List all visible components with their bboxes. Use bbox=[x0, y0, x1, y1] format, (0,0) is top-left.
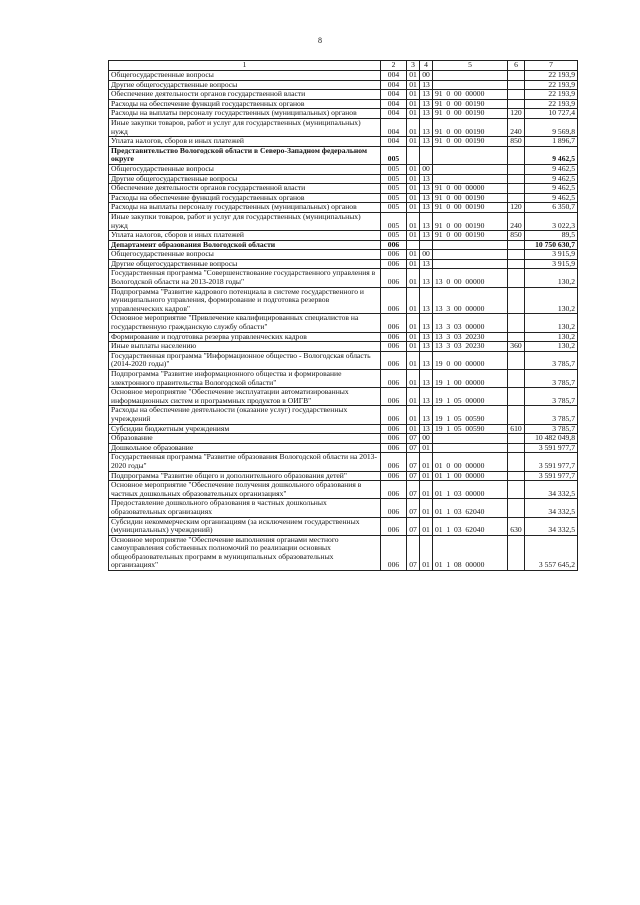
subsection-code: 13 bbox=[420, 109, 433, 119]
expense-type-code bbox=[508, 351, 525, 369]
subsection-code: 01 bbox=[420, 481, 433, 499]
target-article-code: 13 3 03 20230 bbox=[433, 342, 508, 352]
expense-type-code: 240 bbox=[508, 212, 525, 230]
table-row bbox=[109, 499, 578, 517]
subsection-code: 01 bbox=[420, 517, 433, 535]
ministry-code: 006 bbox=[381, 351, 407, 369]
target-article-code bbox=[433, 259, 508, 269]
col-header-6: 6 bbox=[508, 61, 525, 71]
section-code: 01 bbox=[407, 351, 420, 369]
target-article-code bbox=[433, 174, 508, 184]
amount: 3 557 645,2 bbox=[525, 535, 578, 570]
subsection-code: 00 bbox=[420, 250, 433, 260]
table-row bbox=[109, 351, 578, 369]
expense-type-code bbox=[508, 71, 525, 81]
ministry-code: 005 bbox=[381, 212, 407, 230]
section-code: 01 bbox=[407, 342, 420, 352]
expense-type-code bbox=[508, 99, 525, 109]
ministry-code: 006 bbox=[381, 250, 407, 260]
row-description: Расходы на выплаты персоналу государственных (муниципальных) органов bbox=[109, 109, 381, 119]
subsection-code: 13 bbox=[420, 90, 433, 100]
table-row bbox=[109, 193, 578, 203]
row-description: Иные выплаты населению bbox=[109, 342, 381, 352]
amount: 34 332,5 bbox=[525, 499, 578, 517]
ministry-code: 006 bbox=[381, 453, 407, 471]
subsection-code: 13 bbox=[420, 118, 433, 136]
ministry-code: 006 bbox=[381, 406, 407, 424]
subsection-code: 13 bbox=[420, 424, 433, 434]
ministry-code: 005 bbox=[381, 164, 407, 174]
amount: 9 462,5 bbox=[525, 164, 578, 174]
table-row bbox=[109, 240, 578, 250]
table-row bbox=[109, 212, 578, 230]
amount: 3 785,7 bbox=[525, 370, 578, 388]
row-description: Другие общегосударственные вопросы bbox=[109, 80, 381, 90]
expense-type-code bbox=[508, 174, 525, 184]
table-row bbox=[109, 332, 578, 342]
target-article-code: 19 1 05 00590 bbox=[433, 424, 508, 434]
ministry-code: 005 bbox=[381, 203, 407, 213]
section-code: 01 bbox=[407, 287, 420, 314]
amount: 22 193,9 bbox=[525, 99, 578, 109]
amount: 10 727,4 bbox=[525, 109, 578, 119]
amount: 3 915,9 bbox=[525, 250, 578, 260]
section-code: 01 bbox=[407, 99, 420, 109]
ministry-code: 004 bbox=[381, 109, 407, 119]
section-code: 07 bbox=[407, 517, 420, 535]
amount: 130,2 bbox=[525, 342, 578, 352]
ministry-code: 006 bbox=[381, 287, 407, 314]
subsection-code: 13 bbox=[420, 231, 433, 241]
target-article-code: 19 1 00 00000 bbox=[433, 370, 508, 388]
amount: 3 591 977,7 bbox=[525, 443, 578, 453]
expense-type-code bbox=[508, 240, 525, 250]
ministry-code: 005 bbox=[381, 193, 407, 203]
row-description: Государственная программа "Информационное общество - Вологодская область (2014-2020 годы)" bbox=[109, 351, 381, 369]
section-code: 01 bbox=[407, 203, 420, 213]
subsection-code: 13 bbox=[420, 259, 433, 269]
row-description: Государственная программа "Развитие образования Вологодской области на 2013-2020 годы" bbox=[109, 453, 381, 471]
expense-type-code bbox=[508, 481, 525, 499]
section-code bbox=[407, 146, 420, 164]
target-article-code: 91 0 00 00190 bbox=[433, 212, 508, 230]
subsection-code: 13 bbox=[420, 212, 433, 230]
expense-type-code bbox=[508, 535, 525, 570]
amount: 3 785,7 bbox=[525, 424, 578, 434]
expense-type-code: 120 bbox=[508, 203, 525, 213]
row-description: Основное мероприятие "Обеспечение эксплуатации автоматизированных информационных систем и программных продуктов в ОИГВ" bbox=[109, 388, 381, 406]
table-row bbox=[109, 137, 578, 147]
expense-type-code bbox=[508, 184, 525, 194]
row-description: Обеспечение деятельности органов государственной власти bbox=[109, 90, 381, 100]
target-article-code bbox=[433, 146, 508, 164]
ministry-code: 006 bbox=[381, 443, 407, 453]
amount: 10 750 630,7 bbox=[525, 240, 578, 250]
ministry-code: 006 bbox=[381, 240, 407, 250]
section-code: 01 bbox=[407, 212, 420, 230]
table-row bbox=[109, 370, 578, 388]
table-row bbox=[109, 259, 578, 269]
table-row bbox=[109, 71, 578, 81]
table-row bbox=[109, 517, 578, 535]
section-code: 07 bbox=[407, 481, 420, 499]
section-code: 01 bbox=[407, 406, 420, 424]
row-description: Подпрограмма "Развитие общего и дополнительного образования детей" bbox=[109, 471, 381, 481]
table-row bbox=[109, 535, 578, 570]
expense-type-code bbox=[508, 259, 525, 269]
amount: 9 462,5 bbox=[525, 146, 578, 164]
section-code: 01 bbox=[407, 71, 420, 81]
expense-type-code bbox=[508, 499, 525, 517]
subsection-code: 00 bbox=[420, 164, 433, 174]
col-header-5: 5 bbox=[433, 61, 508, 71]
target-article-code: 13 3 00 00000 bbox=[433, 287, 508, 314]
subsection-code: 13 bbox=[420, 351, 433, 369]
section-code: 01 bbox=[407, 80, 420, 90]
expense-type-code bbox=[508, 434, 525, 444]
row-description: Общегосударственные вопросы bbox=[109, 71, 381, 81]
subsection-code: 13 bbox=[420, 370, 433, 388]
row-description: Дошкольное образование bbox=[109, 443, 381, 453]
subsection-code: 01 bbox=[420, 471, 433, 481]
target-article-code bbox=[433, 250, 508, 260]
row-description: Субсидии бюджетным учреждениям bbox=[109, 424, 381, 434]
ministry-code: 006 bbox=[381, 434, 407, 444]
expense-type-code: 240 bbox=[508, 118, 525, 136]
section-code: 01 bbox=[407, 193, 420, 203]
row-description: Расходы на обеспечение функций государственных органов bbox=[109, 193, 381, 203]
section-code: 07 bbox=[407, 535, 420, 570]
subsection-code: 01 bbox=[420, 499, 433, 517]
amount: 3 785,7 bbox=[525, 406, 578, 424]
ministry-code: 006 bbox=[381, 388, 407, 406]
subsection-code: 13 bbox=[420, 388, 433, 406]
ministry-code: 004 bbox=[381, 99, 407, 109]
expense-type-code bbox=[508, 453, 525, 471]
ministry-code: 005 bbox=[381, 184, 407, 194]
expense-type-code bbox=[508, 146, 525, 164]
amount: 22 193,9 bbox=[525, 71, 578, 81]
target-article-code: 13 3 03 00000 bbox=[433, 314, 508, 332]
ministry-code: 004 bbox=[381, 137, 407, 147]
amount: 9 462,5 bbox=[525, 193, 578, 203]
expense-type-code bbox=[508, 287, 525, 314]
target-article-code bbox=[433, 164, 508, 174]
ministry-code: 006 bbox=[381, 535, 407, 570]
table-row bbox=[109, 314, 578, 332]
row-description: Уплата налогов, сборов и иных платежей bbox=[109, 231, 381, 241]
section-code bbox=[407, 240, 420, 250]
ministry-code: 006 bbox=[381, 517, 407, 535]
ministry-code: 006 bbox=[381, 332, 407, 342]
section-code: 07 bbox=[407, 471, 420, 481]
target-article-code bbox=[433, 80, 508, 90]
row-description: Предоставление дошкольного образования в частных дошкольных образовательных организациях bbox=[109, 499, 381, 517]
table-row bbox=[109, 481, 578, 499]
amount: 9 462,5 bbox=[525, 184, 578, 194]
target-article-code bbox=[433, 240, 508, 250]
target-article-code: 19 0 00 00000 bbox=[433, 351, 508, 369]
row-description: Субсидии некоммерческим организациям (за исключением государственных (муниципальных) учреждений) bbox=[109, 517, 381, 535]
section-code: 07 bbox=[407, 453, 420, 471]
row-description: Образование bbox=[109, 434, 381, 444]
row-description: Основное мероприятие "Обеспечение получения дошкольного образования в частных дошкольных образовательных организациях" bbox=[109, 481, 381, 499]
amount: 130,2 bbox=[525, 314, 578, 332]
col-header-1: 1 bbox=[109, 61, 381, 71]
amount: 130,2 bbox=[525, 287, 578, 314]
row-description: Другие общегосударственные вопросы bbox=[109, 259, 381, 269]
ministry-code: 006 bbox=[381, 370, 407, 388]
section-code: 01 bbox=[407, 109, 420, 119]
ministry-code: 005 bbox=[381, 174, 407, 184]
subsection-code: 13 bbox=[420, 342, 433, 352]
amount: 9 462,5 bbox=[525, 174, 578, 184]
section-code: 01 bbox=[407, 90, 420, 100]
section-code: 07 bbox=[407, 443, 420, 453]
amount: 3 591 977,7 bbox=[525, 453, 578, 471]
table-row bbox=[109, 453, 578, 471]
section-code: 01 bbox=[407, 370, 420, 388]
row-description: Представительство Вологодской области в Северо-Западном федеральном округе bbox=[109, 146, 381, 164]
row-description: Департамент образования Вологодской области bbox=[109, 240, 381, 250]
table-row bbox=[109, 342, 578, 352]
section-code: 07 bbox=[407, 499, 420, 517]
row-description: Обеспечение деятельности органов государственной власти bbox=[109, 184, 381, 194]
expense-type-code: 630 bbox=[508, 517, 525, 535]
table-row bbox=[109, 174, 578, 184]
table-row bbox=[109, 443, 578, 453]
subsection-code: 00 bbox=[420, 71, 433, 81]
expense-type-code bbox=[508, 250, 525, 260]
row-description: Другие общегосударственные вопросы bbox=[109, 174, 381, 184]
target-article-code: 91 0 00 00190 bbox=[433, 203, 508, 213]
target-article-code: 13 3 03 20230 bbox=[433, 332, 508, 342]
table-row bbox=[109, 388, 578, 406]
expense-type-code: 850 bbox=[508, 137, 525, 147]
expense-type-code: 850 bbox=[508, 231, 525, 241]
table-row bbox=[109, 164, 578, 174]
target-article-code: 01 1 00 00000 bbox=[433, 471, 508, 481]
amount: 130,2 bbox=[525, 269, 578, 287]
target-article-code: 01 1 03 00000 bbox=[433, 481, 508, 499]
section-code: 01 bbox=[407, 137, 420, 147]
table-row bbox=[109, 471, 578, 481]
ministry-code: 006 bbox=[381, 269, 407, 287]
target-article-code bbox=[433, 443, 508, 453]
subsection-code: 13 bbox=[420, 314, 433, 332]
expense-type-code bbox=[508, 90, 525, 100]
expense-type-code bbox=[508, 164, 525, 174]
table-row bbox=[109, 287, 578, 314]
ministry-code: 006 bbox=[381, 259, 407, 269]
ministry-code: 004 bbox=[381, 80, 407, 90]
target-article-code: 01 1 08 00000 bbox=[433, 535, 508, 570]
table-row bbox=[109, 434, 578, 444]
amount: 3 591 977,7 bbox=[525, 471, 578, 481]
row-description: Уплата налогов, сборов и иных платежей bbox=[109, 137, 381, 147]
target-article-code: 91 0 00 00190 bbox=[433, 99, 508, 109]
subsection-code: 01 bbox=[420, 453, 433, 471]
target-article-code: 01 0 00 00000 bbox=[433, 453, 508, 471]
subsection-code: 13 bbox=[420, 99, 433, 109]
target-article-code: 91 0 00 00190 bbox=[433, 137, 508, 147]
subsection-code bbox=[420, 240, 433, 250]
amount: 3 022,3 bbox=[525, 212, 578, 230]
expense-type-code bbox=[508, 471, 525, 481]
table-row bbox=[109, 109, 578, 119]
expense-type-code bbox=[508, 370, 525, 388]
table-row bbox=[109, 250, 578, 260]
row-description: Расходы на обеспечение деятельности (оказание услуг) государственных учреждений bbox=[109, 406, 381, 424]
target-article-code: 91 0 00 00000 bbox=[433, 90, 508, 100]
target-article-code: 91 0 00 00000 bbox=[433, 184, 508, 194]
expense-type-code: 360 bbox=[508, 342, 525, 352]
ministry-code: 004 bbox=[381, 71, 407, 81]
amount: 3 785,7 bbox=[525, 351, 578, 369]
row-description: Государственная программа "Совершенствование государственного управления в Вологодской области на 2013-2018 годы" bbox=[109, 269, 381, 287]
subsection-code: 13 bbox=[420, 184, 433, 194]
subsection-code bbox=[420, 146, 433, 164]
target-article-code: 19 1 05 00590 bbox=[433, 406, 508, 424]
ministry-code: 005 bbox=[381, 231, 407, 241]
amount: 22 193,9 bbox=[525, 90, 578, 100]
subsection-code: 13 bbox=[420, 174, 433, 184]
subsection-code: 00 bbox=[420, 434, 433, 444]
subsection-code: 13 bbox=[420, 203, 433, 213]
amount: 9 569,8 bbox=[525, 118, 578, 136]
row-description: Расходы на выплаты персоналу государственных (муниципальных) органов bbox=[109, 203, 381, 213]
table-row bbox=[109, 99, 578, 109]
row-description: Расходы на обеспечение функций государственных органов bbox=[109, 99, 381, 109]
target-article-code: 91 0 00 00190 bbox=[433, 109, 508, 119]
target-article-code bbox=[433, 71, 508, 81]
amount: 22 193,9 bbox=[525, 80, 578, 90]
section-code: 01 bbox=[407, 250, 420, 260]
ministry-code: 006 bbox=[381, 471, 407, 481]
budget-table bbox=[108, 60, 578, 571]
expense-type-code bbox=[508, 332, 525, 342]
subsection-code: 13 bbox=[420, 193, 433, 203]
expense-type-code: 610 bbox=[508, 424, 525, 434]
table-row bbox=[109, 231, 578, 241]
ministry-code: 006 bbox=[381, 424, 407, 434]
section-code: 01 bbox=[407, 388, 420, 406]
ministry-code: 004 bbox=[381, 118, 407, 136]
subsection-code: 13 bbox=[420, 287, 433, 314]
row-description: Подпрограмма "Развитие кадрового потенциала в системе государственного и муниципального управления, формирование и подготовка резервов управленческих кадров" bbox=[109, 287, 381, 314]
table-row bbox=[109, 269, 578, 287]
row-description: Общегосударственные вопросы bbox=[109, 164, 381, 174]
subsection-code: 13 bbox=[420, 269, 433, 287]
table-row bbox=[109, 406, 578, 424]
section-code: 01 bbox=[407, 164, 420, 174]
row-description: Иные закупки товаров, работ и услуг для государственных (муниципальных) нужд bbox=[109, 118, 381, 136]
table-row bbox=[109, 80, 578, 90]
ministry-code: 004 bbox=[381, 90, 407, 100]
row-description: Иные закупки товаров, работ и услуг для государственных (муниципальных) нужд bbox=[109, 212, 381, 230]
amount: 3 785,7 bbox=[525, 388, 578, 406]
target-article-code: 91 0 00 00190 bbox=[433, 231, 508, 241]
table-row bbox=[109, 90, 578, 100]
col-header-2: 2 bbox=[381, 61, 407, 71]
ministry-code: 006 bbox=[381, 342, 407, 352]
section-code: 01 bbox=[407, 231, 420, 241]
amount: 3 915,9 bbox=[525, 259, 578, 269]
subsection-code: 13 bbox=[420, 80, 433, 90]
amount: 10 482 049,8 bbox=[525, 434, 578, 444]
section-code: 01 bbox=[407, 314, 420, 332]
ministry-code: 006 bbox=[381, 481, 407, 499]
target-article-code: 91 0 00 00190 bbox=[433, 118, 508, 136]
target-article-code bbox=[433, 434, 508, 444]
expense-type-code bbox=[508, 80, 525, 90]
expense-type-code: 120 bbox=[508, 109, 525, 119]
amount: 6 350,7 bbox=[525, 203, 578, 213]
subsection-code: 13 bbox=[420, 406, 433, 424]
amount: 89,5 bbox=[525, 231, 578, 241]
expense-type-code bbox=[508, 406, 525, 424]
target-article-code: 13 0 00 00000 bbox=[433, 269, 508, 287]
subsection-code: 13 bbox=[420, 137, 433, 147]
table-row bbox=[109, 146, 578, 164]
amount: 130,2 bbox=[525, 332, 578, 342]
expense-type-code bbox=[508, 314, 525, 332]
page-number: 8 bbox=[318, 36, 322, 45]
amount: 34 332,5 bbox=[525, 481, 578, 499]
target-article-code: 01 1 03 62040 bbox=[433, 517, 508, 535]
target-article-code: 01 1 03 62040 bbox=[433, 499, 508, 517]
ministry-code: 006 bbox=[381, 314, 407, 332]
subsection-code: 01 bbox=[420, 443, 433, 453]
section-code: 01 bbox=[407, 184, 420, 194]
table-header-row bbox=[109, 61, 578, 71]
ministry-code: 005 bbox=[381, 146, 407, 164]
subsection-code: 01 bbox=[420, 535, 433, 570]
section-code: 07 bbox=[407, 434, 420, 444]
table-row bbox=[109, 118, 578, 136]
row-description: Основное мероприятие "Привлечение квалифицированных специалистов на государственную гражданскую службу области" bbox=[109, 314, 381, 332]
expense-type-code bbox=[508, 388, 525, 406]
ministry-code: 006 bbox=[381, 499, 407, 517]
target-article-code: 91 0 00 00190 bbox=[433, 193, 508, 203]
table-row bbox=[109, 203, 578, 213]
section-code: 01 bbox=[407, 118, 420, 136]
col-header-4: 4 bbox=[420, 61, 433, 71]
expense-type-code bbox=[508, 193, 525, 203]
section-code: 01 bbox=[407, 269, 420, 287]
section-code: 01 bbox=[407, 424, 420, 434]
row-description: Подпрограмма "Развитие информационного общества и формирование электронного правительства Вологодской области" bbox=[109, 370, 381, 388]
col-header-3: 3 bbox=[407, 61, 420, 71]
table-row bbox=[109, 424, 578, 434]
target-article-code: 19 1 05 00000 bbox=[433, 388, 508, 406]
amount: 34 332,5 bbox=[525, 517, 578, 535]
section-code: 01 bbox=[407, 259, 420, 269]
expense-type-code bbox=[508, 269, 525, 287]
col-header-7: 7 bbox=[525, 61, 578, 71]
subsection-code: 13 bbox=[420, 332, 433, 342]
row-description: Общегосударственные вопросы bbox=[109, 250, 381, 260]
expense-type-code bbox=[508, 443, 525, 453]
table-row bbox=[109, 184, 578, 194]
row-description: Основное мероприятие "Обеспечение выполнения органами местного самоуправления собственных полномочий по реализации основных общеобразовательных программ в муниципальных образовательных организациях" bbox=[109, 535, 381, 570]
amount: 1 896,7 bbox=[525, 137, 578, 147]
section-code: 01 bbox=[407, 332, 420, 342]
row-description: Формирование и подготовка резерва управленческих кадров bbox=[109, 332, 381, 342]
section-code: 01 bbox=[407, 174, 420, 184]
